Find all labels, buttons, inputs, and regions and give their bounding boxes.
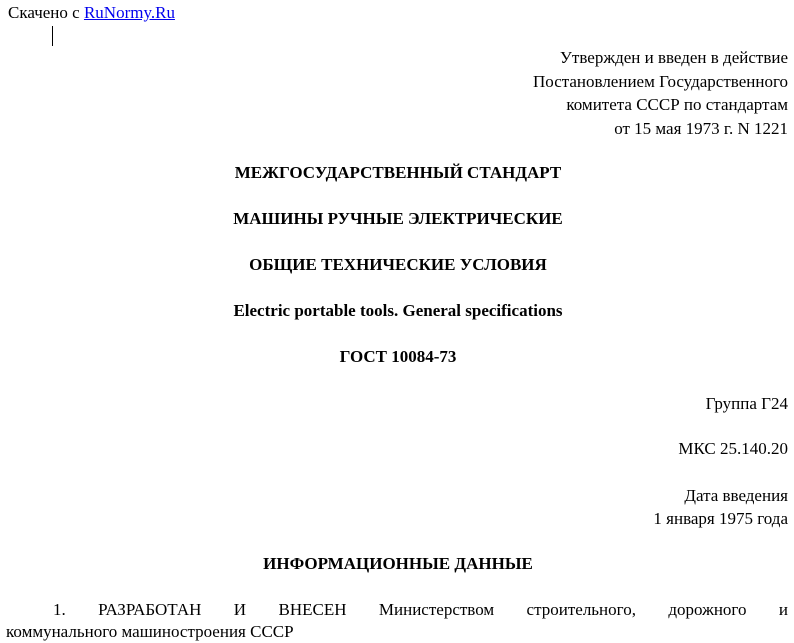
info-item-1-line-2: коммунального машиностроения СССР [6, 622, 294, 641]
group-code: Группа Г24 [705, 394, 788, 413]
mks-code: МКС 25.140.20 [678, 439, 788, 458]
info-item-1 [6, 599, 788, 643]
introduction-date-value: 1 января 1975 года [653, 509, 788, 528]
introduction-date [653, 484, 788, 530]
interstate-standard-title: МЕЖГОСУДАРСТВЕННЫЙ СТАНДАРТ [234, 163, 562, 182]
subject-title: МАШИНЫ РУЧНЫЕ ЭЛЕКТРИЧЕСКИЕ [233, 209, 563, 228]
approval-block [533, 46, 788, 140]
approval-line-1: Утвержден и введен в действие [559, 48, 788, 67]
approval-line-4: от 15 мая 1973 г. N 1221 [614, 118, 788, 138]
source-prefix: Скачено с [8, 3, 80, 22]
source-line [8, 2, 175, 24]
approval-line-2: Постановлением Государственного [533, 71, 788, 91]
approval-line-3: комитета СССР по стандартам [566, 95, 788, 114]
english-title: Electric portable tools. General specifications [233, 301, 563, 320]
general-title: ОБЩИЕ ТЕХНИЧЕСКИЕ УСЛОВИЯ [249, 255, 547, 274]
introduction-date-label: Дата введения [684, 486, 788, 505]
info-heading: ИНФОРМАЦИОННЫЕ ДАННЫЕ [263, 554, 533, 573]
text-cursor [52, 26, 53, 46]
info-item-1-line-1: 1. РАЗРАБОТАН И ВНЕСЕН Министерством строительного, дорожного и [53, 600, 788, 619]
source-link[interactable]: RuNormy.Ru [83, 3, 175, 22]
gost-number: ГОСТ 10084-73 [339, 347, 457, 366]
